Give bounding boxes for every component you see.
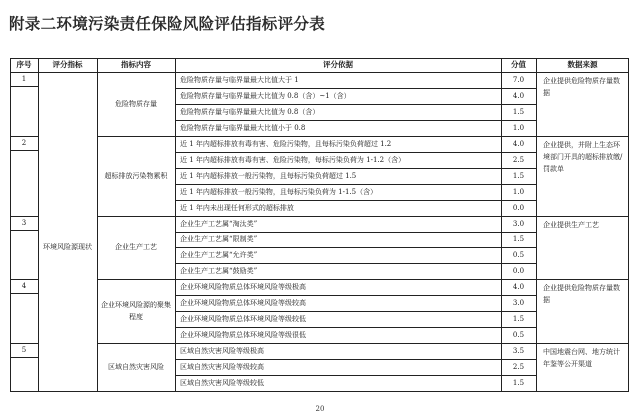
section-seq-text: 3: [21, 218, 27, 227]
row-score-text: 1.5: [512, 171, 525, 180]
row-score-text: 0.5: [512, 251, 525, 260]
row-basis: [175, 88, 501, 104]
data-source-text: 企业提供危险物质存量数据: [543, 77, 620, 97]
row-divider: [175, 247, 536, 248]
row-basis: [175, 263, 501, 279]
row-divider: [175, 184, 536, 185]
row-basis: [175, 311, 501, 327]
row-basis: [175, 279, 501, 295]
row-divider: [175, 359, 536, 360]
indicator-content: [101, 72, 171, 136]
page-number: 20: [315, 405, 325, 413]
seq-underline: [10, 86, 38, 87]
row-basis: [175, 184, 501, 200]
row-divider: [175, 200, 536, 201]
row-divider: [175, 263, 536, 264]
row-basis: [175, 168, 501, 184]
row-basis: [175, 343, 501, 359]
data-source: [538, 343, 626, 391]
header-basis-text: 评分依据: [323, 60, 353, 69]
header-indicator: [38, 58, 97, 72]
row-basis-text: 企业环境风险物质总体环境风险等级较高: [180, 299, 306, 308]
row-score-text: 4.0: [512, 139, 525, 148]
section-seq-text: 2: [21, 138, 27, 147]
row-divider: [175, 375, 536, 376]
row-divider: [175, 232, 536, 233]
row-basis: [175, 375, 501, 391]
row-score: [501, 343, 536, 359]
indicator-content-text: 区域自然灾害风险: [108, 363, 164, 372]
row-score: [501, 136, 536, 152]
row-score: [501, 279, 536, 295]
row-score: [501, 232, 536, 248]
row-divider: [175, 88, 536, 89]
section-seq: [10, 136, 38, 150]
section-seq-text: 4: [21, 282, 27, 291]
column-divider: [10, 58, 11, 392]
row-score-text: 3.0: [512, 219, 525, 228]
row-score-text: 1.0: [512, 123, 525, 132]
row-score: [501, 120, 536, 136]
row-basis-text: 企业环境风险物质总体环境风险等级很低: [180, 331, 306, 340]
row-score: [501, 295, 536, 311]
seq-underline: [10, 230, 38, 231]
row-score-text: 1.0: [512, 187, 525, 196]
row-basis: [175, 72, 501, 88]
row-divider: [175, 152, 536, 153]
indicator-content: [101, 136, 171, 216]
section-seq: [10, 216, 38, 230]
data-source: [538, 279, 626, 343]
row-score: [501, 184, 536, 200]
seq-underline: [10, 293, 38, 294]
header-seq-text: 序号: [16, 60, 32, 69]
header-seq: [10, 58, 38, 72]
row-divider: [175, 327, 536, 328]
row-score-text: 4.0: [512, 91, 525, 100]
indicator-content: [101, 343, 171, 391]
data-source: [538, 72, 626, 136]
row-basis: [175, 152, 501, 168]
row-score: [501, 263, 536, 279]
header-basis: [175, 58, 501, 72]
row-divider: [175, 120, 536, 121]
row-score-text: 1.5: [512, 379, 525, 388]
row-score: [501, 88, 536, 104]
row-basis-text: 危险物质存量与临界量最大比值大于 1: [180, 75, 299, 84]
indicator-content-text: 危险物质存量: [115, 99, 157, 108]
row-basis-text: 区域自然灾害风险等级较高: [180, 363, 264, 372]
indicator-content-text: 企业环境风险源的聚集程度: [101, 301, 171, 322]
row-basis: [175, 104, 501, 120]
section-seq-text: 1: [21, 75, 27, 83]
row-divider: [175, 295, 536, 296]
row-basis: [175, 216, 501, 232]
indicator-content: [101, 216, 171, 280]
row-basis-text: 危险物质存量与临界量最大比值为 0.8（含）~1（含）: [180, 91, 351, 100]
row-basis-text: 近 1 年内超标排放有毒有害、危险污染物，每标污染负荷为 1-1.2（含）: [180, 155, 406, 164]
row-basis-text: 区域自然灾害风险等级较低: [180, 379, 264, 388]
column-divider: [175, 58, 176, 392]
row-basis-text: 企业生产工艺属“鼓励类”: [180, 267, 258, 276]
row-score: [501, 200, 536, 216]
column-divider: [97, 58, 98, 392]
row-basis-text: 近 1 年内超标排放一般污染物，且每标污染负荷超过 1.5: [180, 171, 357, 180]
section-indicator: [41, 216, 94, 280]
data-source: [538, 136, 626, 216]
section-seq: [10, 343, 38, 357]
section-seq: [10, 279, 38, 293]
row-basis-text: 近 1 年内超标排放有毒有害、危险污染物，且每标污染负荷超过 1.2: [180, 139, 392, 148]
data-source-text: 企业提供生产工艺: [543, 220, 599, 229]
row-score-text: 2.5: [512, 363, 525, 372]
row-score-text: 0.5: [512, 331, 525, 340]
indicator-content-text: 企业生产工艺: [115, 243, 157, 252]
row-basis-text: 企业环境风险物质总体环境风险等级极高: [180, 283, 306, 292]
row-score-text: 1.5: [512, 107, 525, 116]
header-score-text: 分值: [511, 60, 526, 69]
row-basis-text: 企业生产工艺属“限制类”: [180, 235, 258, 244]
row-score-text: 3.5: [512, 347, 525, 356]
row-score: [501, 152, 536, 168]
page-title: 附录二环境污染责任保险风险评估指标评分表: [9, 15, 326, 33]
row-basis-text: 区域自然灾害风险等级极高: [180, 347, 264, 356]
row-score: [501, 311, 536, 327]
row-score-text: 2.5: [512, 155, 525, 164]
column-divider: [38, 58, 39, 392]
column-divider: [536, 58, 537, 392]
row-basis: [175, 120, 501, 136]
row-score-text: 0.0: [512, 203, 525, 212]
data-source-text: 企业提供危险物质存量数据: [543, 284, 620, 305]
row-score: [501, 359, 536, 375]
row-divider: [175, 311, 536, 312]
row-basis-text: 企业环境风险物质总体环境风险等级较低: [180, 315, 306, 324]
row-basis-text: 近 1 年内未出现任何形式的超标排放: [180, 203, 294, 212]
row-basis-text: 危险物质存量与临界量最大比值为 0.8（含）: [180, 107, 320, 116]
seq-underline: [10, 357, 38, 358]
row-score: [501, 168, 536, 184]
section-indicator-text: 环境风险源现状: [43, 243, 92, 252]
row-divider: [175, 168, 536, 169]
row-basis: [175, 247, 501, 263]
section-seq-text: 5: [21, 346, 27, 355]
score-table: [10, 58, 629, 391]
row-score-text: 1.5: [512, 315, 525, 324]
row-basis: [175, 136, 501, 152]
row-score-text: 1.5: [512, 235, 525, 244]
row-basis-text: 危险物质存量与临界量最大比值小于 0.8: [180, 123, 306, 132]
section-seq: [10, 72, 38, 86]
column-divider: [501, 58, 502, 392]
row-score-text: 4.0: [512, 283, 525, 292]
header-indicator-text: 评分指标: [52, 60, 83, 69]
row-score: [501, 375, 536, 391]
row-basis: [175, 200, 501, 216]
row-basis: [175, 232, 501, 248]
row-score: [501, 104, 536, 120]
row-score: [501, 327, 536, 343]
row-score: [501, 72, 536, 88]
data-source: [538, 216, 626, 280]
row-score-text: 3.0: [512, 299, 525, 308]
data-source-text: 企业提供，并附上生态环境部门开具的超标排放缴/罚款单: [543, 140, 623, 173]
column-divider: [628, 58, 629, 392]
row-basis: [175, 359, 501, 375]
seq-underline: [10, 150, 38, 151]
row-score: [501, 247, 536, 263]
row-basis: [175, 327, 501, 343]
header-source-text: 数据来源: [567, 60, 598, 69]
row-score-text: 0.0: [512, 267, 525, 276]
data-source-text: 中国地震台网、地方统计年鉴等公开渠道: [543, 348, 620, 369]
indicator-content-text: 超标排放污染物累积: [104, 171, 168, 180]
header-content-text: 指标内容: [121, 60, 151, 69]
row-score: [501, 216, 536, 232]
row-basis-text: 企业生产工艺属“允许类”: [180, 251, 258, 260]
row-basis-text: 企业生产工艺属“淘汰类”: [180, 219, 258, 228]
row-score-text: 7.0: [512, 75, 525, 84]
row-basis: [175, 295, 501, 311]
header-source: [536, 58, 629, 72]
indicator-content: [101, 279, 171, 343]
header-content: [97, 58, 175, 72]
row-basis-text: 近 1 年内超标排放一般污染物，且每标污染负荷为 1-1.5（含）: [180, 187, 378, 196]
header-score: [501, 58, 536, 72]
row-divider: [175, 104, 536, 105]
